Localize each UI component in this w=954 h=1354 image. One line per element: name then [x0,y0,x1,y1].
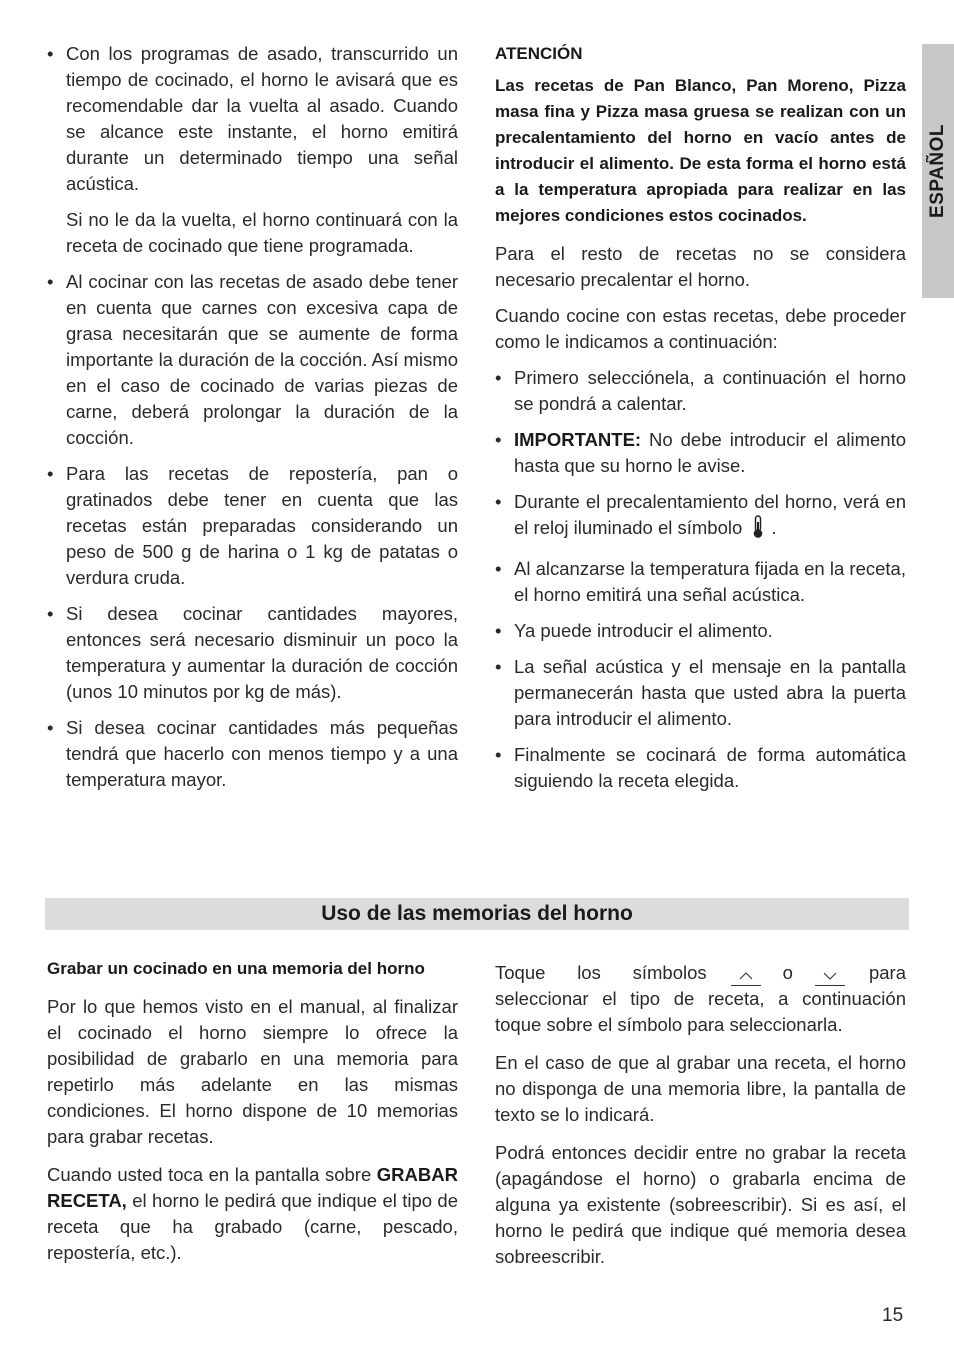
bullet-text: Al alcanzarse la temperatura fijada en la receta, el horno emitirá una señal acústica. [514,558,906,605]
list-item [495,654,906,732]
list-item [495,742,906,794]
bullet-text: Finalmente se cocinará de forma automática siguiendo la receta elegida. [514,744,906,791]
list-item [47,601,458,705]
section-heading-bar [45,898,909,930]
bullet-end: . [771,517,777,538]
important-label: IMPORTANTE: [514,429,642,450]
bullet-text: No debe introducir el alimento hasta que su horno le avise. [514,429,906,476]
save-recipe-label: GRABAR RECETA, [47,1164,458,1211]
text-para: para [868,962,906,983]
bullet-text: • Si desea cocinar cantidades más pequeñas tendrá que hacerlo con menos tiempo y a una temperatura mayor. [66,717,458,790]
paragraph-start: Cuando usted toca en la pantalla sobre [47,1164,377,1185]
thermometer-icon [751,515,765,546]
list-item [495,365,906,417]
symbols-line [495,960,906,986]
paragraph: Por lo que hemos visto en el manual, al finalizar el cocinado el horno siempre lo ofrece la posibilidad de grabarlo en una memoria para repetirlo más adelante en las mismas condiciones. El horno dispone de 10 memorias para grabar recetas. [47,996,458,1147]
bullet-text: • Con los programas de asado, transcurrido un tiempo de cocinado, el horno le avisará que es recomendable dar la vuelta al asado. Cuando se alcance este instante, el horno emitirá durante un determinado tiempo una señal acústica. [66,43,458,194]
left-column [47,41,458,803]
bullet-text: Ya puede introducir el alimento. [514,620,773,641]
arrow-down-icon [815,969,845,986]
attention-body: Las recetas de Pan Blanco, Pan Moreno, Pizza masa fina y Pizza masa gruesa se realizan con un precalentamiento del horno en vacío antes de introducir el alimento. De esta forma el horno está a la temperatura apropiada para realizar en las mejores condiciones estos cocinados. [495,76,906,225]
section-title: Uso de las memorias del horno [321,902,633,925]
text-o: o [782,962,793,983]
paragraph-end: el horno le pedirá que indique el tipo de receta que ha grabado (carne, pescado, repostería, etc.). [47,1190,458,1263]
list-item [47,269,458,451]
attention-title: ATENCIÓN [495,44,583,63]
paragraph: Podrá entonces decidir entre no grabar la receta (apagándose el horno) o grabarla encima de alguna ya existente (sobreescribir). Si es así, el horno le pedirá que indique qué memoria desea sobreescribir. [495,1142,906,1267]
arrow-up-icon [731,969,761,986]
text-toque: Toque los símbolos [495,962,707,983]
bullet-text: • Para las recetas de repostería, pan o gratinados debe tener en cuenta que las recetas están preparadas considerando un peso de 500 g de harina o 1 kg de patatas o verdura cruda. [66,463,458,588]
bullet-text: Primero selecciónela, a continuación el horno se pondrá a calentar. [514,367,906,414]
page-number: 15 [882,1305,904,1326]
list-item [47,41,458,259]
bullet-text: Durante el precalentamiento del horno, verá en el reloj iluminado el símbolo [514,491,906,538]
paragraph: Para el resto de recetas no se considera necesario precalentar el horno. [495,243,906,290]
memory-right-column [495,960,906,1280]
paragraph [47,1162,458,1266]
list-item [47,715,458,793]
list-item [495,556,906,608]
list-item [495,489,906,546]
list-item [47,461,458,591]
paragraph [495,960,906,1038]
language-tab [922,44,954,298]
bullet-text: • Si desea cocinar cantidades mayores, entonces será necesario disminuir un poco la temperatura y aumentar la duración de cocción (unos 10 minutos por kg de más). [66,603,458,702]
paragraph: Cuando cocine con estas recetas, debe proceder como le indicamos a continuación: [495,305,906,352]
bullet-text: La señal acústica y el mensaje en la pantalla permanecerán hasta que usted abra la puerta para introducir el alimento. [514,656,906,729]
list-item [495,618,906,644]
bullet-subtext: Si no le da la vuelta, el horno continuará con la receta de cocinado que tiene programada. [66,209,458,256]
list-item [495,427,906,479]
paragraph: En el caso de que al grabar una receta, el horno no disponga de una memoria libre, la pantalla de texto se lo indicará. [495,1052,906,1125]
right-column [495,41,906,804]
bullet-text: • Al cocinar con las recetas de asado debe tener en cuenta que carnes con excesiva capa de grasa necesitarán que se aumente de forma importante la duración de la cocción. Así mismo en el caso de cocinado de varias piezas de carne, deberá prolongar la duración de la cocción. [66,271,458,448]
memory-left-column [47,956,458,1276]
subsection-heading: Grabar un cocinado en una memoria del horno [47,959,425,978]
language-tab-label: ESPAÑOL [927,124,948,218]
paragraph-rest: seleccionar el tipo de receta, a continuación toque sobre el símbolo para seleccionarla. [495,988,906,1035]
